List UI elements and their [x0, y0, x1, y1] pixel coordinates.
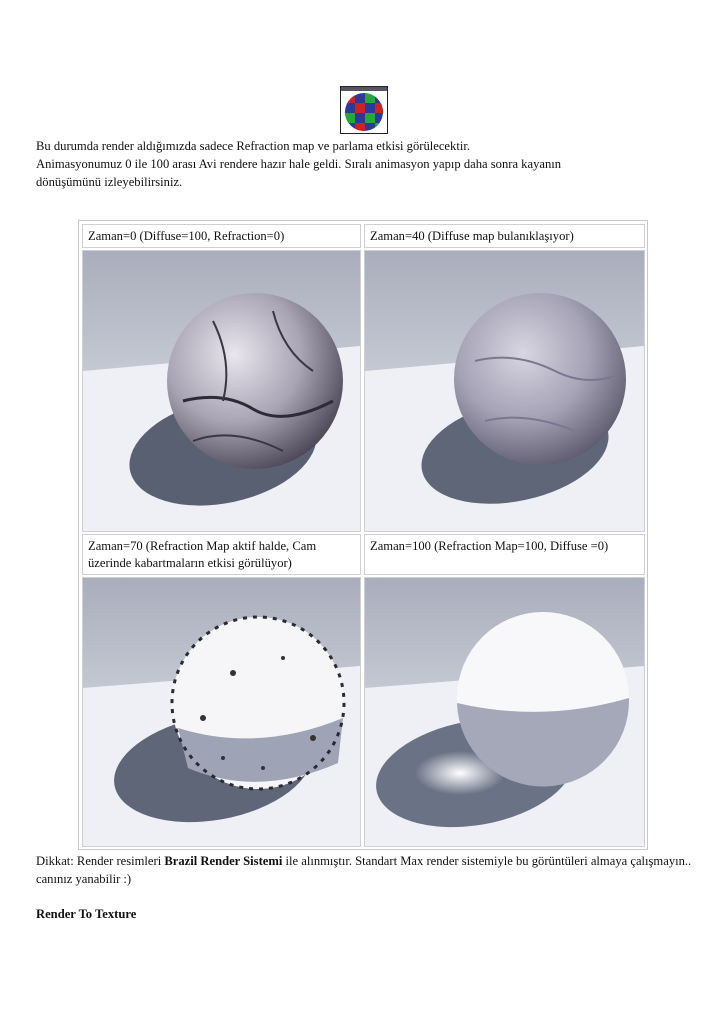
render-zaman-70	[82, 577, 361, 847]
note-suffix: ile alınmıştır. Standart Max render sistemiyle bu görüntüleri almaya çalışmayın.. canınız yanabilir :)	[36, 854, 692, 886]
note-bold: Brazil Render Sistemi	[164, 854, 283, 868]
caption-zaman-70: Zaman=70 (Refraction Map aktif halde, Cam üzerinde kabartmaların etkisi görülüyor)	[82, 534, 361, 575]
caption-zaman-0: Zaman=0 (Diffuse=100, Refraction=0)	[82, 224, 361, 248]
checker-sphere-thumbnail	[340, 86, 388, 134]
caption-zaman-100: Zaman=100 (Refraction Map=100, Diffuse =0)	[364, 534, 645, 575]
note-prefix: Dikkat: Render resimleri	[36, 854, 165, 868]
section-heading: Render To Texture	[36, 907, 137, 921]
intro-paragraph	[36, 137, 706, 191]
warning-note	[36, 852, 716, 888]
caption-zaman-40: Zaman=40 (Diffuse map bulanıklaşıyor)	[364, 224, 645, 248]
render-zaman-40	[364, 250, 645, 532]
intro-line-2: Animasyonumuz 0 ile 100 arası Avi rendere hazır hale geldi. Sıralı animasyon yapıp daha sonra kayanın	[36, 157, 562, 171]
render-comparison-table	[78, 220, 648, 850]
intro-line-3: dönüşümünü izleyebilirsiniz.	[36, 175, 183, 189]
render-zaman-100	[364, 577, 645, 847]
intro-line-1: Bu durumda render aldığımızda sadece Refraction map ve parlama etkisi görülecektir.	[36, 139, 470, 153]
render-zaman-0	[82, 250, 361, 532]
